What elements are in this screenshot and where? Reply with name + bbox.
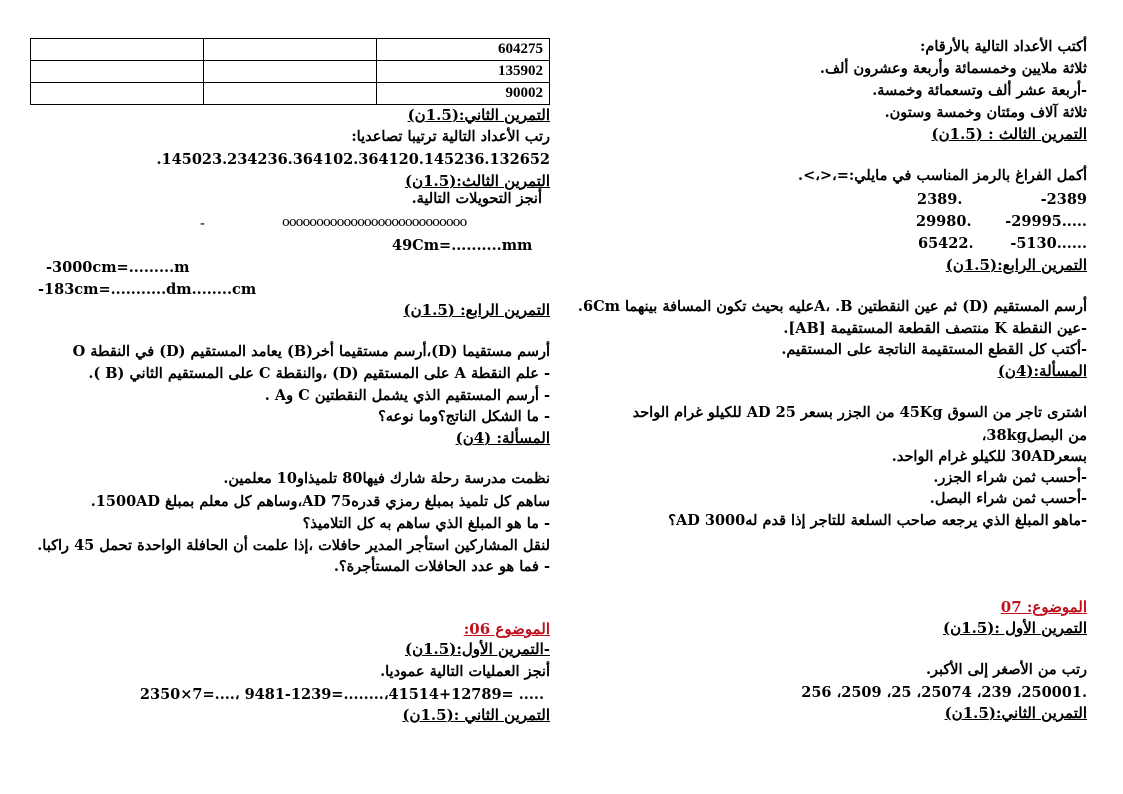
exercise-1-line-1: ثلاثة ملايين وخمسمائة وأربعة وعشرون ألف. <box>819 60 1087 77</box>
problem-line-2: ،38kgمن البصل <box>981 427 1087 444</box>
table-cell <box>31 83 204 105</box>
problem-line-4: -أحسب ثمن شراء الجزر. <box>933 469 1087 486</box>
problem-line-2: ساهم كل تلميذ بمبلغ رمزي قدره75 AD،وساهم كل معلم بمبلغ 1500AD. <box>90 493 550 510</box>
exercise-3-heading: التمرين الثالث : (1.5ن) <box>931 125 1087 143</box>
exercise-4-line-3: -أكتب كل القطع المستقيمة الناتجة على المستقيم. <box>781 341 1087 358</box>
exercise-2-numbers: .145023.234236.364102.364120.145236.132652 <box>156 151 550 168</box>
exercise-4-line-1: أرسم مستقيما (D)،أرسم مستقيما أخر(B) يعامد المستقيم (D) في النقطة O <box>72 343 550 360</box>
problem-line-3: بسعر30AD للكيلو غرام الواحد. <box>891 448 1087 465</box>
exercise-4-heading: التمرين الرابع:(1.5ن) <box>945 256 1087 274</box>
exercise-3-instruction: أنجز التحويلات التالية. <box>411 190 542 207</box>
table-cell-number: 604275 <box>377 39 550 61</box>
table-row <box>31 39 550 61</box>
exercise-1-instruction: أكتب الأعداد التالية بالأرقام: <box>920 38 1087 55</box>
problem-line-3: - ما هو المبلغ الذي ساهم به كل التلاميذ؟ <box>302 515 550 532</box>
table-row <box>31 83 550 105</box>
problem-heading: المسألة: (4ن) <box>455 429 550 447</box>
conversion-1: 49Cm=..........mm <box>392 237 533 254</box>
topic-06-exercise-1-heading: -التمرين الأول:(1.5ن) <box>405 640 550 658</box>
topic-06-exercise-2-heading: التمرين الثاني :(1.5ن) <box>402 706 550 724</box>
table-cell <box>31 61 204 83</box>
exercise-4-line-2: - علم النقطة A على المستقيم (D) ،والنقطة C على المستقيم الثاني (B ). <box>88 365 550 382</box>
left-column <box>20 0 550 794</box>
table-row <box>31 61 550 83</box>
problem-line-1: نظمت مدرسة رحلة شارك فيها80 تلميذاو10 معلمين. <box>223 470 550 487</box>
compare-row-3-right: 65422. <box>918 235 974 252</box>
problem-line-5: -أحسب ثمن شراء البصل. <box>929 490 1087 507</box>
table-cell-number: 90002 <box>377 83 550 105</box>
compare-row-1-right: 2389. <box>917 191 963 208</box>
topic-07-heading: الموضوع: 07 <box>1000 598 1087 616</box>
exercise-3-dots: ooooooooooooooooooooooooooo <box>282 215 467 230</box>
problem-line-1: اشترى تاجر من السوق 45Kg من الجزر بسعر 25 AD للكيلو غرام الواحد <box>632 404 1087 421</box>
exercise-4-line-4: - ما الشكل الناتج؟وما نوعه؟ <box>378 408 550 425</box>
topic-06-operations: 2350×7=....، 9481-1239=........،41514+12789= ..... <box>139 686 544 703</box>
compare-row-2-left: -29995..... <box>1005 213 1087 230</box>
exercise-1-line-3: ثلاثة آلاف ومئتان وخمسة وستون. <box>884 104 1087 121</box>
exercise-4-line-3: - أرسم المستقيم الذي يشمل النقطتين C وA . <box>264 387 550 404</box>
table-cell-number: 135902 <box>377 61 550 83</box>
problem-line-6: -ماهو المبلغ الذي يرجعه صاحب السلعة للتاجر إذا قدم له3000 AD؟ <box>668 512 1087 529</box>
compare-row-2-right: 29980. <box>916 213 972 230</box>
table-cell <box>204 39 377 61</box>
exercise-2-heading: التمرين الثاني:(1.5ن) <box>407 106 550 124</box>
exercise-4-line-1: أرسم المستقيم (D) ثم عين النقطتين A، .Bعليه بحيث تكون المسافة بينهما 6Cm. <box>577 298 1087 315</box>
problem-line-4: لنقل المشاركين استأجر المدير حافلات ،إذا علمت أن الحافلة الواحدة تحمل 45 راكبا. <box>37 537 550 554</box>
table-cell <box>31 39 204 61</box>
exercise-4-line-2: -عين النقطة K منتصف القطعة المستقيمة [AB]. <box>783 320 1087 337</box>
topic-07-exercise-2-heading: التمرين الثاني:(1.5ن) <box>944 704 1087 722</box>
compare-row-3-left: -5130...... <box>1010 235 1087 252</box>
exercise-1-line-2: -أربعة عشر ألف وتسعمائة وخمسة. <box>872 82 1087 99</box>
topic-07-numbers: 256 ،2509 ،25 ،25074 ،239 ،250001. <box>801 684 1087 701</box>
table-cell <box>204 61 377 83</box>
exercise-2-instruction: رتب الأعداد التالية ترتيبا تصاعديا: <box>351 128 550 145</box>
exercise-4-heading: التمرين الرابع: (1.5ن) <box>403 301 550 319</box>
topic-07-instruction: رتب من الأصغر إلى الأكبر. <box>925 661 1087 678</box>
right-column <box>577 0 1087 794</box>
exercise-3-dash: - <box>200 216 205 232</box>
exercise-3-heading: التمرين الثالث:(1.5ن) <box>404 172 550 190</box>
compare-instruction: أكمل الفراغ بالرمز المناسب في مايلي:=،<،>. <box>798 167 1087 184</box>
problem-line-5: - فما هو عدد الحافلات المستأجرة؟. <box>333 558 550 575</box>
numbers-table <box>30 38 550 105</box>
conversion-3: -183cm=...........dm........cm <box>38 281 257 298</box>
topic-07-exercise-1-heading: التمرين الأول :(1.5ن) <box>943 619 1087 637</box>
compare-row-1-left: -2389 <box>1040 191 1087 208</box>
problem-heading: المسألة:(4ن) <box>997 362 1087 380</box>
topic-06-heading: الموضوع 06: <box>463 620 550 638</box>
topic-06-exercise-1-instruction: أنجز العمليات التالية عموديا. <box>380 663 550 680</box>
conversion-2: -3000cm=.........m <box>46 259 190 276</box>
table-cell <box>204 83 377 105</box>
